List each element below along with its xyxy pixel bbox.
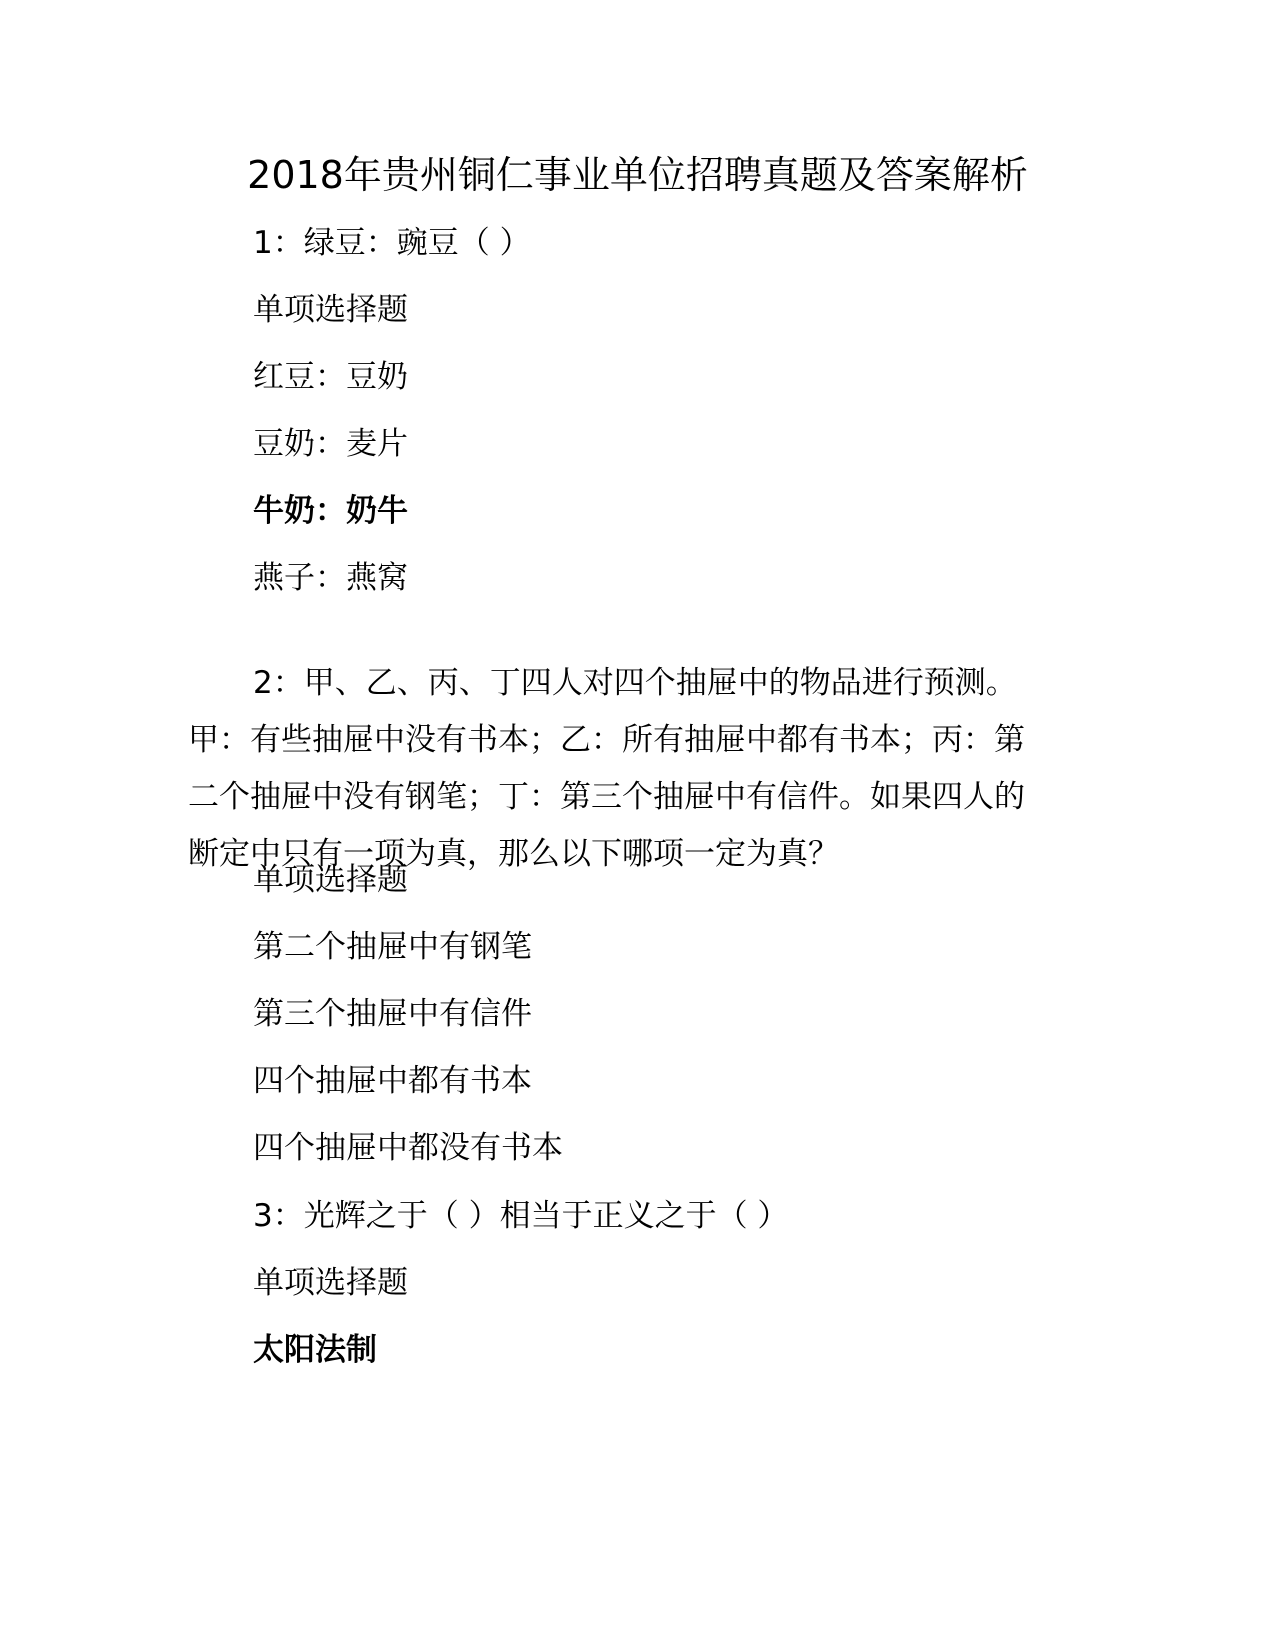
- question-2-option-b: 第三个抽屉中有信件: [253, 996, 532, 1032]
- question-2-stem: [188, 655, 1088, 883]
- question-3-type: 单项选择题: [253, 1265, 408, 1301]
- question-2-line-1: 2：甲、乙、丙、丁四人对四个抽屉中的物品进行预测。: [253, 665, 1017, 701]
- question-1-option-b: 豆奶：麦片: [253, 426, 408, 462]
- question-1-option-d: 燕子：燕窝: [253, 560, 408, 596]
- document-title: 2018年贵州铜仁事业单位招聘真题及答案解析: [247, 153, 1028, 197]
- question-3-stem: 3：光辉之于（ ）相当于正义之于（ ）: [253, 1198, 789, 1234]
- question-2-type: 单项选择题: [253, 862, 408, 898]
- question-3-option-a: 太阳法制: [253, 1332, 377, 1368]
- question-1-stem: 1：绿豆：豌豆（ ）: [253, 225, 531, 261]
- question-1-option-a: 红豆：豆奶: [253, 359, 408, 395]
- question-2-option-c: 四个抽屉中都有书本: [253, 1063, 532, 1099]
- question-2-line-4: 断定中只有一项为真，那么以下哪项一定为真？: [188, 836, 839, 872]
- question-2-option-a: 第二个抽屉中有钢笔: [253, 929, 532, 965]
- question-1-type: 单项选择题: [253, 292, 408, 328]
- question-2-line-2: 甲：有些抽屉中没有书本；乙：所有抽屉中都有书本；丙：第: [188, 722, 1025, 758]
- question-1-option-c: 牛奶：奶牛: [253, 493, 408, 529]
- question-2-line-3: 二个抽屉中没有钢笔；丁：第三个抽屉中有信件。如果四人的: [188, 779, 1025, 815]
- question-2-option-d: 四个抽屉中都没有书本: [253, 1130, 563, 1166]
